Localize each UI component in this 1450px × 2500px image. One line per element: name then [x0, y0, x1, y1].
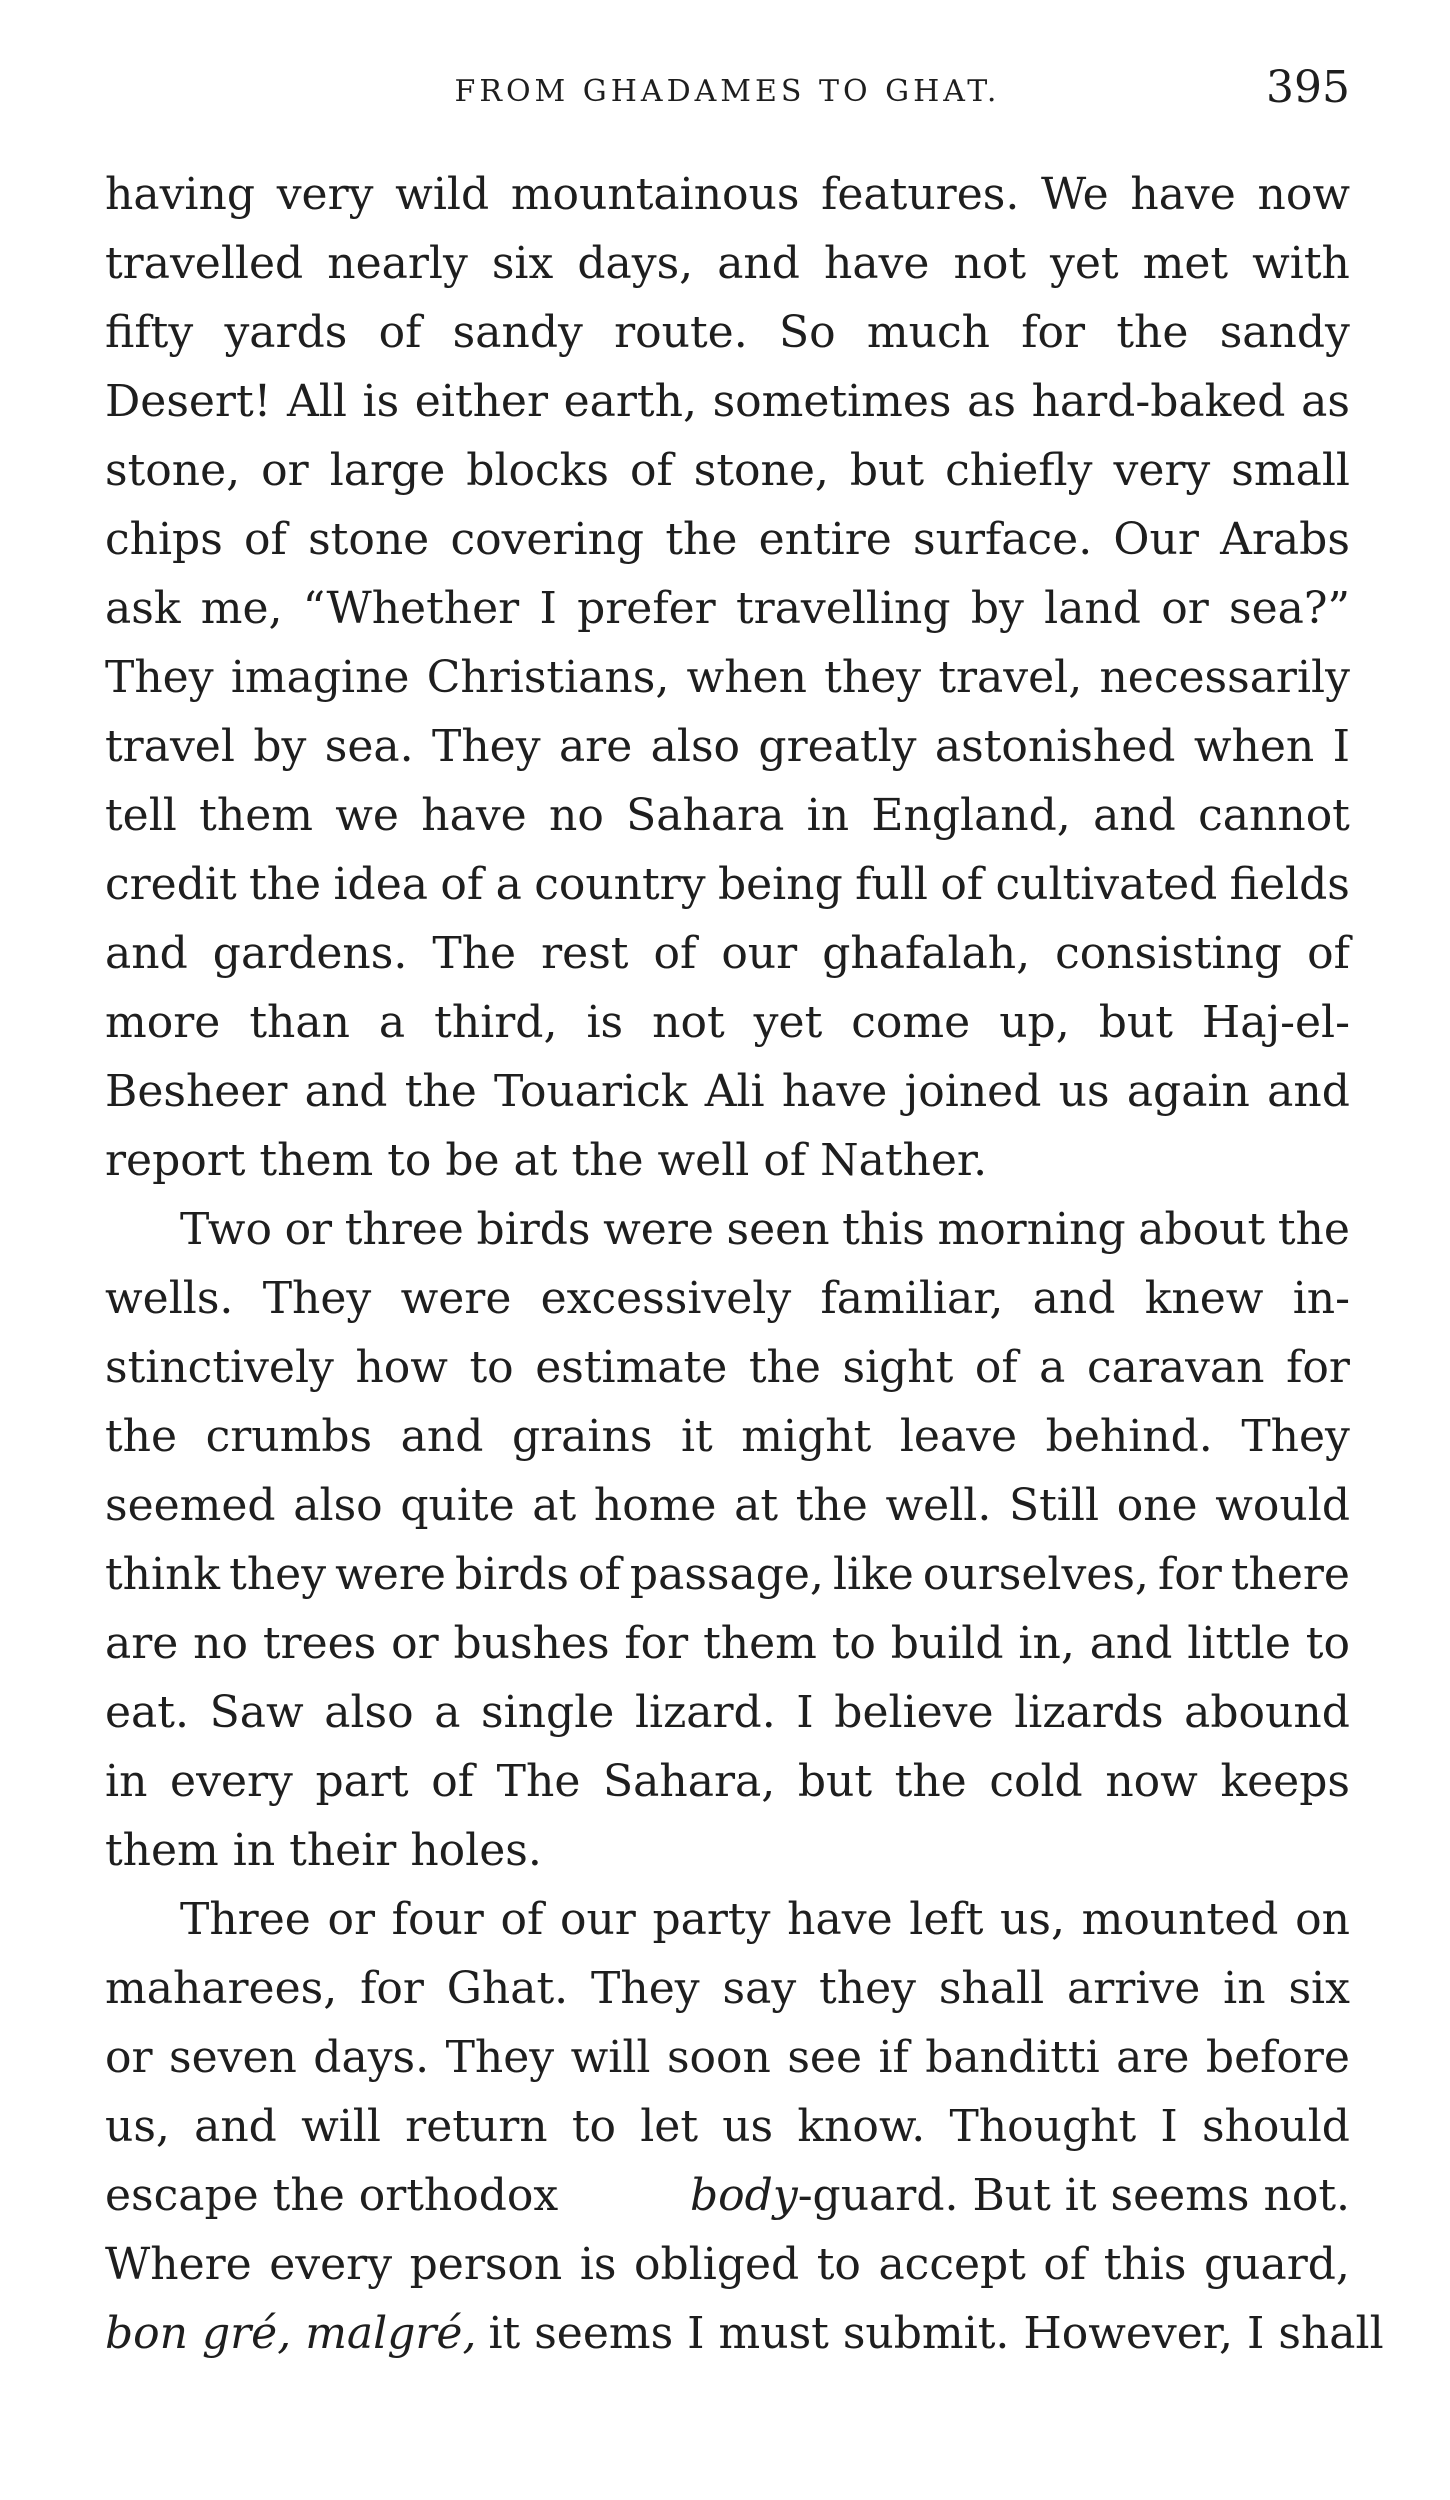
text-line: wells. They were excessively familiar, and knew in- [105, 1273, 1350, 1324]
italic-text: body [690, 2170, 798, 2221]
text-line: the crumbs and grains it might leave behind. They [105, 1411, 1350, 1462]
text-line: stone, or large blocks of stone, but chiefly very small [105, 445, 1350, 496]
italic-text: bon gré, malgré, [105, 2308, 477, 2359]
text-segment: -guard. But it seems not. [797, 2170, 1350, 2221]
text-line: travel by sea. They are also greatly astonished when I [105, 721, 1350, 772]
text-line: Desert! All is either earth, sometimes as hard-baked as [105, 376, 1350, 427]
text-line: Besheer and the Touarick Ali have joined us again and [105, 1066, 1350, 1117]
text-line: or seven days. They will soon see if banditti are before [105, 2032, 1350, 2083]
text-line: chips of stone covering the entire surface. Our Arabs [105, 514, 1350, 565]
text-line: ask me, “Whether I prefer travelling by land or sea?” [105, 583, 1350, 634]
text-line: and gardens. The rest of our ghafalah, consisting of [105, 928, 1350, 979]
text-segment: escape the orthodox [105, 2170, 559, 2221]
text-line-mixed [105, 2161, 1350, 2230]
text-line: report them to be at the well of Nather. [105, 1135, 988, 1186]
text-line: eat. Saw also a single lizard. I believe lizards abound [105, 1687, 1350, 1738]
text-line: tell them we have no Sahara in England, and cannot [105, 790, 1350, 841]
text-line: travelled nearly six days, and have not yet met with [105, 238, 1350, 289]
text-line: Where every person is obliged to accept of this guard, [105, 2239, 1350, 2290]
text-line: Three or four of our party have left us, mounted on [180, 1894, 1350, 1945]
text-line: think they were birds of passage, like ourselves, for there [105, 1549, 1350, 1600]
running-title: FROM GHADAMES TO GHAT. [454, 74, 1001, 109]
text-line: credit the idea of a country being full of cultivated fields [105, 859, 1350, 910]
text-line: They imagine Christians, when they travel, necessarily [105, 652, 1350, 703]
text-segment: it seems I must submit. However, I shall [488, 2308, 1384, 2359]
text-segment-composite [690, 2161, 1350, 2230]
page-number: 395 [1266, 62, 1350, 113]
text-line: us, and will return to let us know. Thought I should [105, 2101, 1350, 2152]
text-line: stinctively how to estimate the sight of a caravan for [105, 1342, 1350, 1393]
text-line: are no trees or bushes for them to build in, and little to [105, 1618, 1350, 1669]
text-line: in every part of The Sahara, but the cold now keeps [105, 1756, 1350, 1807]
running-head [105, 62, 1350, 122]
text-line: more than a third, is not yet come up, but Haj-el- [105, 997, 1350, 1048]
text-line: fifty yards of sandy route. So much for the sandy [105, 307, 1350, 358]
text-line: having very wild mountainous features. We have now [105, 169, 1350, 220]
text-line-mixed [105, 2299, 1384, 2368]
body-text [105, 160, 1384, 2368]
text-line: Two or three birds were seen this morning about the [180, 1204, 1350, 1255]
text-line: maharees, for Ghat. They say they shall arrive in six [105, 1963, 1350, 2014]
text-line: seemed also quite at home at the well. Still one would [105, 1480, 1350, 1531]
text-line: them in their holes. [105, 1825, 542, 1876]
